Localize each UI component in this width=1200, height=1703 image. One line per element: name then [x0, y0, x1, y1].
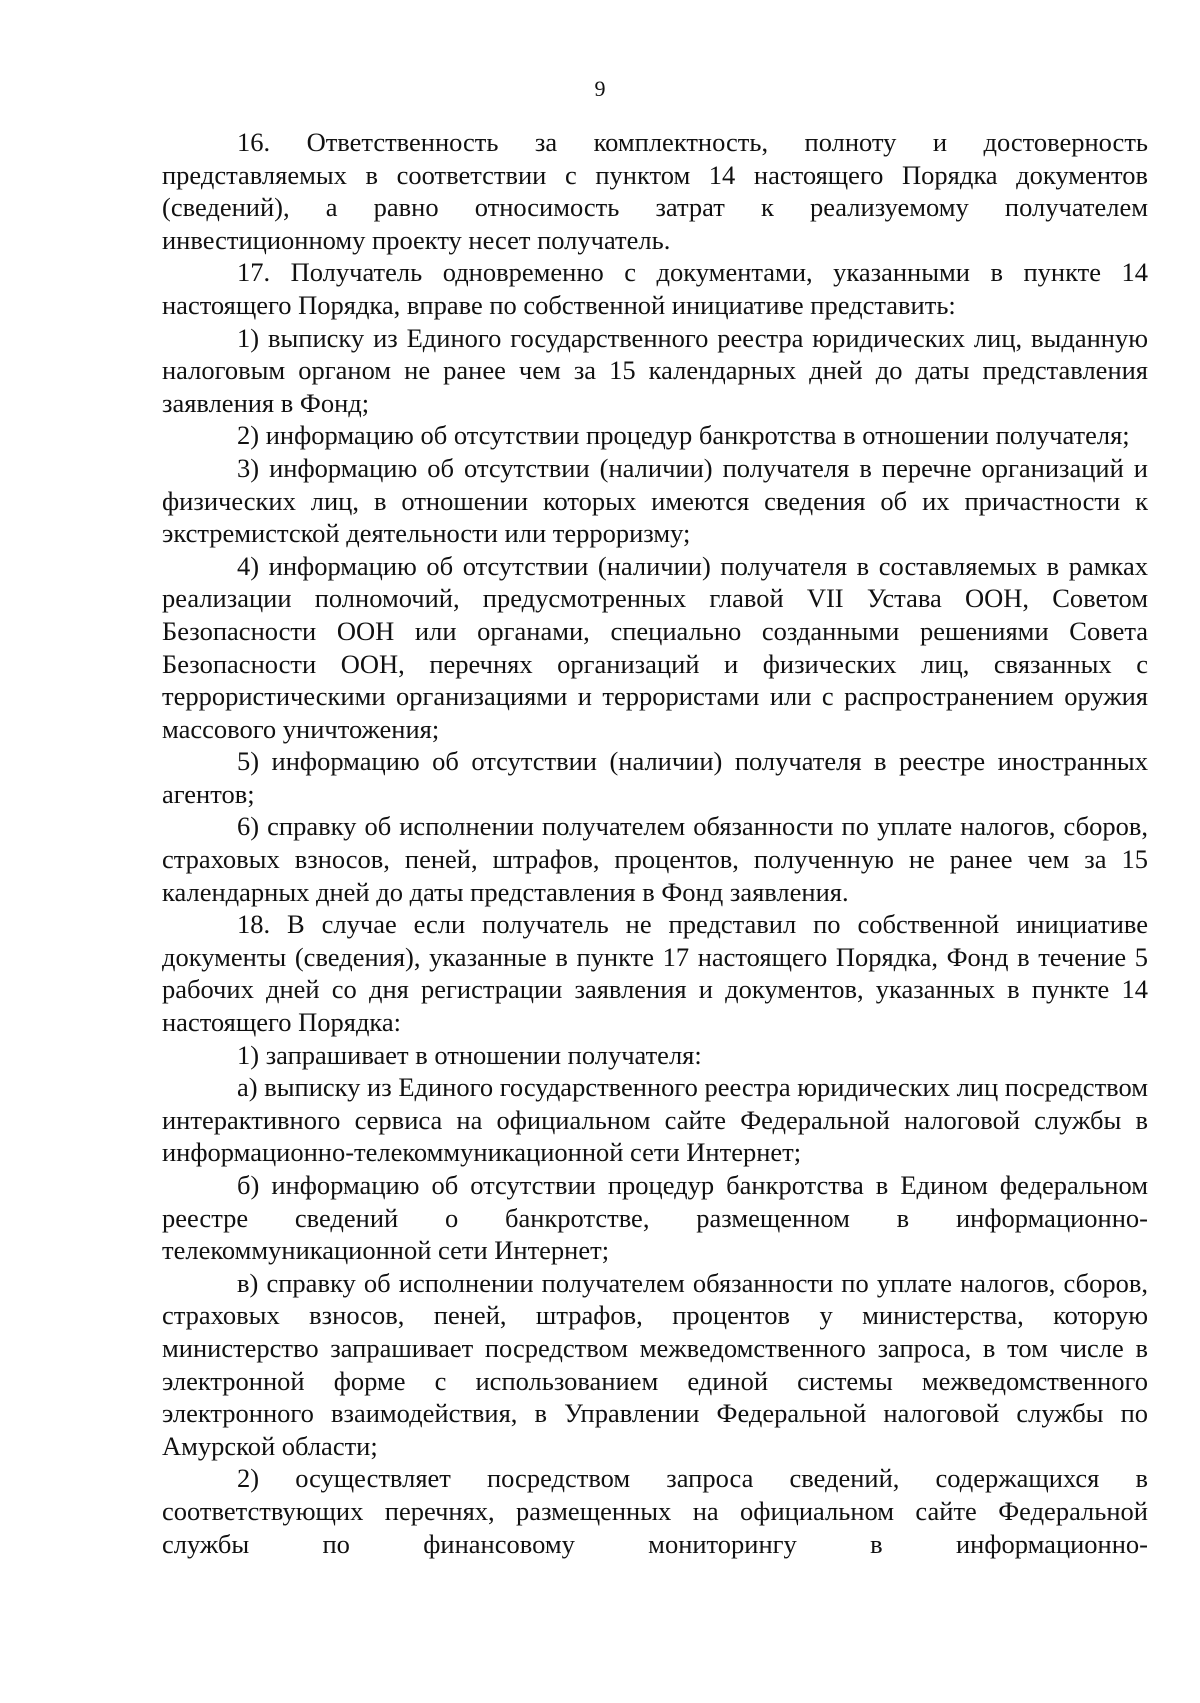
page-number: 9 [594, 76, 606, 101]
paragraph-18-item-1-v: в) справку об исполнении получателем обязанности по уплате налогов, сборов, страховых взносов, пеней, штрафов, процентов у министерства, которую министерство запрашивает посредством межведомственного запроса, в том числе в электронной форме с использованием единой системы межведомственного электронного взаимодействия, в Управлении Федеральной налоговой службы по Амурской области; [162, 1267, 1148, 1461]
paragraph-17-item-6: 6) справку об исполнении получателем обязанности по уплате налогов, сборов, страховых взносов, пеней, штрафов, процентов, полученную не ранее чем за 15 календарных дней до даты представления в Фонд заявления. [162, 811, 1148, 907]
paragraph-18: 18. В случае если получатель не представил по собственной инициативе документы (сведения), указанные в пункте 17 настоящего Порядка, Фонд в течение 5 рабочих дней со дня регистрации заявления и документов, указанных в пункте 14 настоящего Порядка: [162, 909, 1148, 1038]
paragraph-17: 17. Получатель одновременно с документами, указанными в пункте 14 настоящего Порядка, вправе по собственной инициативе представить: [162, 257, 1148, 320]
paragraph-17-item-1: 1) выписку из Единого государственного реестра юридических лиц, выданную налоговым органом не ранее чем за 15 календарных дней до даты представления заявления в Фонд; [162, 322, 1148, 418]
paragraph-17-item-2: 2) информацию об отсутствии процедур банкротства в отношении получателя; [237, 420, 1130, 451]
paragraph-17-item-3: 3) информацию об отсутствии (наличии) получателя в перечне организаций и физических лиц, в отношении которых имеются сведения об их причастности к экстремистской деятельности или терроризму; [162, 452, 1148, 549]
paragraph-16: 16. Ответственность за комплектность, полноту и достоверность представляемых в соответствии с пунктом 14 настоящего Порядка документов (сведений), а равно относимость затрат к реализуемому получателем инвестиционному проекту несет получатель. [162, 127, 1148, 255]
paragraph-18-item-1-b: б) информацию об отсутствии процедур банкротства в Едином федеральном реестре сведений о банкротстве, размещенном в информационно-телекоммуникационной сети Интернет; [162, 1170, 1148, 1266]
paragraph-17-item-4: 4) информацию об отсутствии (наличии) получателя в составляемых в рамках реализации полномочий, предусмотренных главой VII Устава ООН, Советом Безопасности ООН или органами, специально созданными решениями Совета Безопасности ООН, перечнях организаций и физических лиц, связанных с террористическими организациями и террористами или с распространением оружия массового уничтожения; [162, 550, 1148, 744]
paragraph-17-item-5: 5) информацию об отсутствии (наличии) получателя в реестре иностранных агентов; [162, 746, 1148, 809]
document-body [162, 126, 1148, 1560]
paragraph-18-item-1-a: а) выписку из Единого государственного реестра юридических лиц посредством интерактивного сервиса на официальном сайте Федеральной налоговой службы в информационно-телекоммуникационной сети Интернет; [162, 1072, 1148, 1168]
paragraph-18-item-1: 1) запрашивает в отношении получателя: [237, 1039, 702, 1070]
paragraph-18-item-2: 2) осуществляет посредством запроса сведений, содержащихся в соответствующих перечнях, размещенных на официальном сайте Федеральной службы по финансовому мониторингу в информационно- [162, 1463, 1148, 1559]
